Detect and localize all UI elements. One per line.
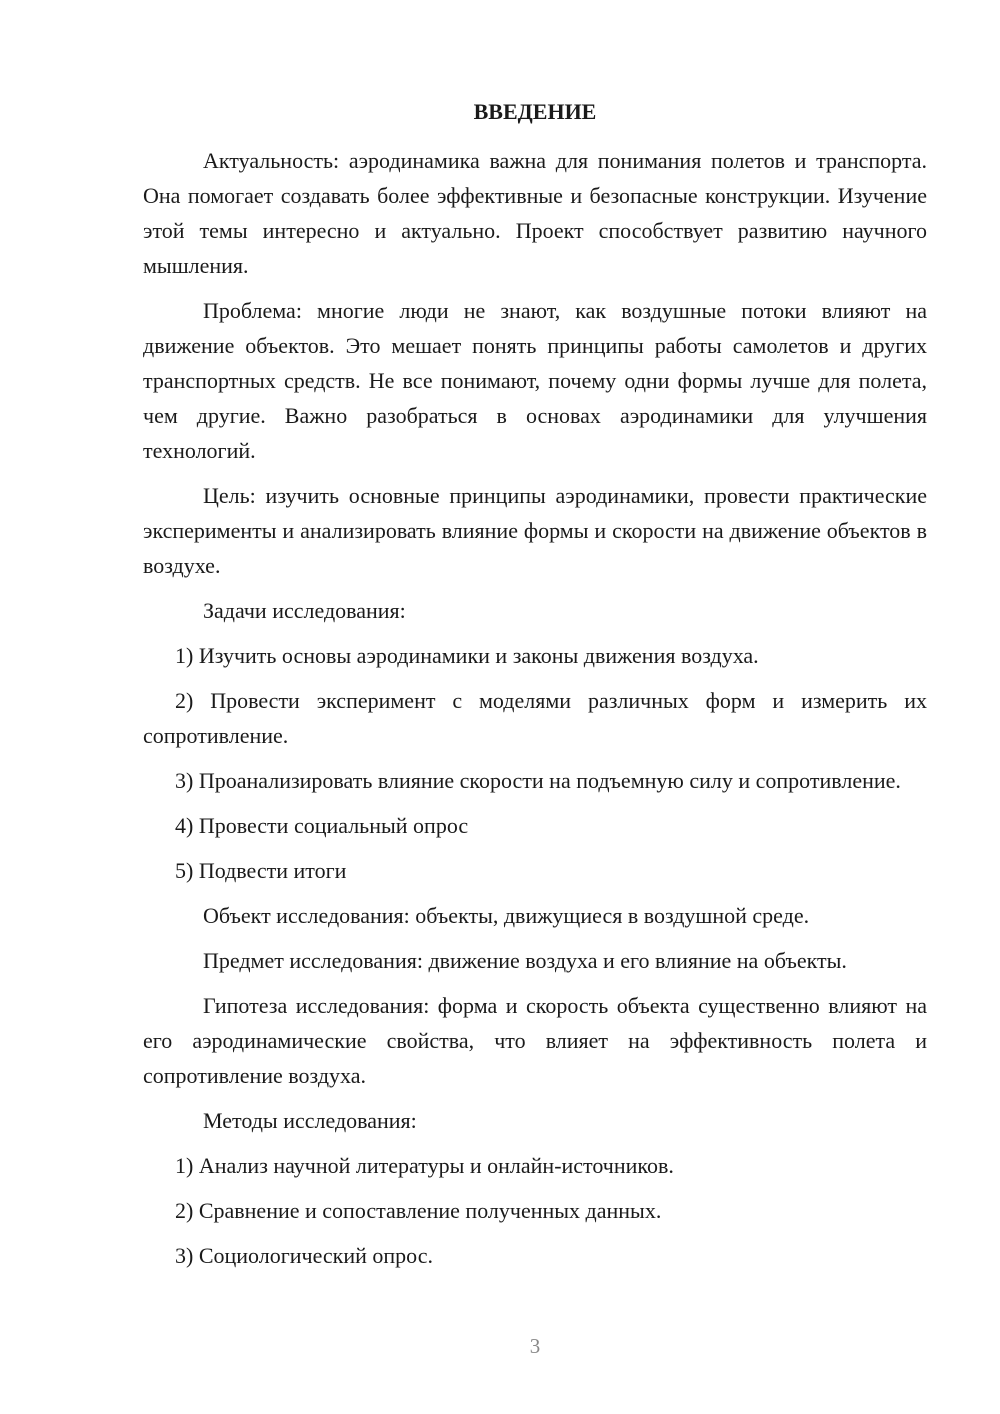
paragraph-goal: Цель: изучить основные принципы аэродинамики, провести практические эксперименты и анализировать влияние формы и скорости на движение объектов в воздухе. (143, 483, 927, 578)
methods-heading: Методы исследования: (203, 1108, 417, 1133)
method-item-3: 3) Социологический опрос. (175, 1243, 433, 1268)
paragraph-relevance: Актуальность: аэродинамика важна для понимания полетов и транспорта. Она помогает создавать более эффективные и безопасные конструкции. Изучение этой темы интересно и актуально. Проект способствует развитию научного мышления. (143, 148, 927, 278)
task-item-2: 2) Провести эксперимент с моделями различных форм и измерить их сопротивление. (143, 688, 927, 748)
document-body (143, 94, 927, 1283)
method-item-1: 1) Анализ научной литературы и онлайн-источников. (175, 1153, 674, 1178)
task-item-5: 5) Подвести итоги (175, 858, 347, 883)
paragraph-problem: Проблема: многие люди не знают, как воздушные потоки влияют на движение объектов. Это мешает понять принципы работы самолетов и других транспортных средств. Не все понимают, почему одни формы лучше для полета, чем другие. Важно разобраться в основах аэродинамики для улучшения технологий. (143, 298, 927, 463)
paragraph-object: Объект исследования: объекты, движущиеся в воздушной среде. (203, 903, 810, 928)
section-title: ВВЕДЕНИЕ (473, 99, 597, 124)
paragraph-hypothesis: Гипотеза исследования: форма и скорость объекта существенно влияют на его аэродинамические свойства, что влияет на эффективность полета и сопротивление воздуха. (143, 993, 927, 1088)
page-number: 3 (529, 1334, 541, 1358)
method-item-2: 2) Сравнение и сопоставление полученных данных. (175, 1198, 662, 1223)
paragraph-subject: Предмет исследования: движение воздуха и его влияние на объекты. (203, 948, 847, 973)
task-item-4: 4) Провести социальный опрос (175, 813, 469, 838)
task-item-1: 1) Изучить основы аэродинамики и законы движения воздуха. (175, 643, 759, 668)
tasks-heading: Задачи исследования: (203, 598, 406, 623)
task-item-3: 3) Проанализировать влияние скорости на подъемную силу и сопротивление. (175, 768, 901, 793)
